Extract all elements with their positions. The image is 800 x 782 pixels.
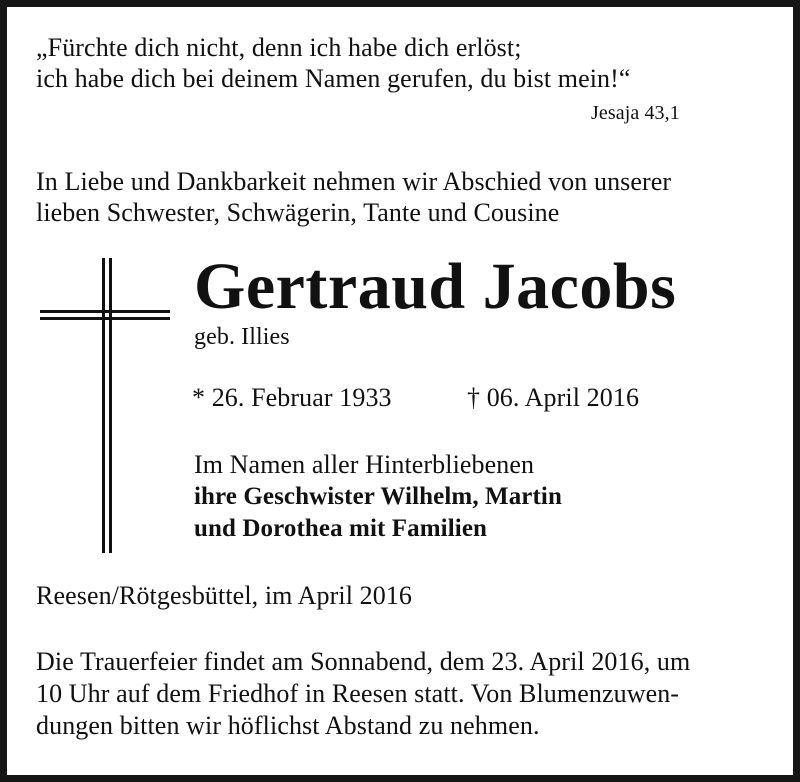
mourners-line-1: Im Namen aller Hinterbliebenen [194, 450, 535, 479]
place-and-date: Reesen/Rötgesbüttel, im April 2016 [36, 581, 413, 610]
intro-line-1: In Liebe und Dankbarkeit nehmen wir Abschied von unserer [36, 167, 672, 196]
birth-date: * 26. Februar 1933 [192, 383, 392, 412]
funeral-info-line-3: dungen bitten wir höflichst Abstand zu nehmen. [36, 711, 540, 740]
mourners-line-2: ihre Geschwister Wilhelm, Martin [194, 483, 562, 510]
cross-icon [40, 258, 170, 553]
bible-quote-line-2: ich habe dich bei deinem Namen gerufen, du bist mein!“ [36, 64, 631, 93]
bible-quote-line-1: „Fürchte dich nicht, denn ich habe dich erlöst; [36, 33, 522, 62]
intro-line-2: lieben Schwester, Schwägerin, Tante und Cousine [36, 198, 560, 227]
bible-quote-reference: Jesaja 43,1 [591, 102, 680, 124]
mourners-line-3: und Dorothea mit Familien [194, 515, 488, 542]
maiden-name: geb. Illies [194, 324, 290, 350]
funeral-info-line-2: 10 Uhr auf dem Friedhof in Reesen statt. Von Blumenzuwen- [36, 679, 680, 708]
death-date: † 06. April 2016 [467, 383, 640, 412]
deceased-name: Gertraud Jacobs [194, 250, 677, 323]
funeral-info-line-1: Die Trauerfeier findet am Sonnabend, dem 23. April 2016, um [36, 647, 691, 676]
